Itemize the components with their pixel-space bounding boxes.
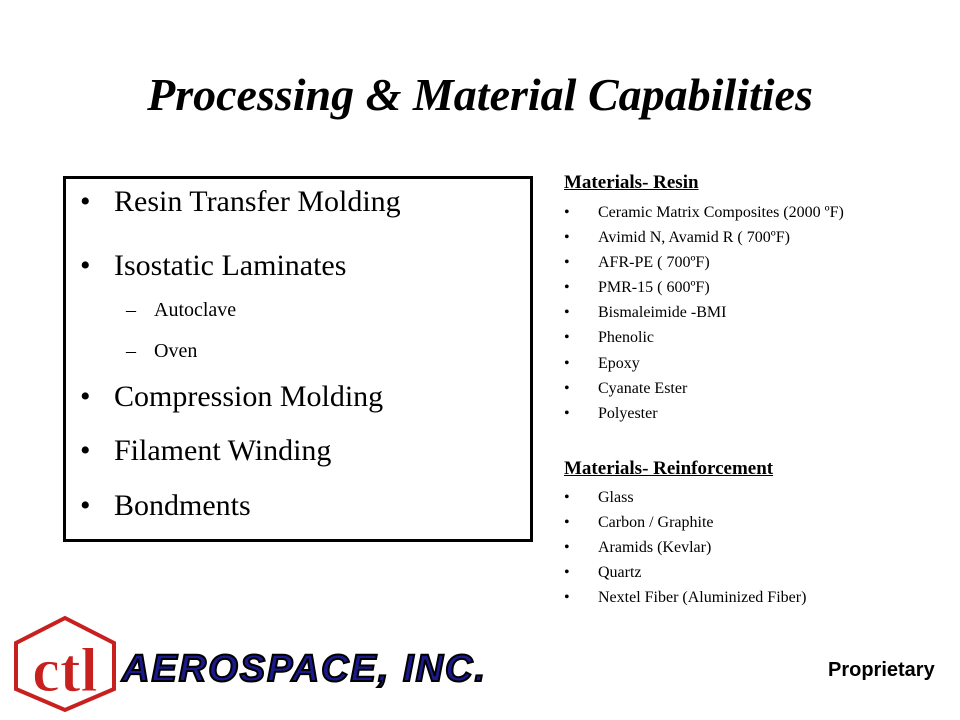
process-item-filament: • Filament Winding (80, 434, 332, 467)
bullet: • (80, 249, 91, 282)
resin-item: • Epoxy (564, 355, 640, 372)
reinforcement-item: • Nextel Fiber (Aluminized Fiber) (564, 589, 807, 606)
reinforcement-heading: Materials- Reinforcement (564, 458, 774, 479)
resin-item: • Cyanate Ester (564, 380, 688, 397)
resin-heading: Materials- Resin (564, 172, 699, 193)
bullet: • (80, 185, 91, 218)
reinforcement-item: • Quartz (564, 564, 642, 581)
process-item-rtm: • Resin Transfer Molding (80, 185, 401, 218)
reinforcement-item: • Aramids (Kevlar) (564, 539, 712, 556)
logo-mark: ctl (32, 637, 98, 705)
process-item-bondments: • Bondments (80, 489, 251, 522)
reinforcement-item: • Carbon / Graphite (564, 514, 714, 531)
resin-item: • Phenolic (564, 329, 654, 346)
resin-item: • Bismaleimide -BMI (564, 304, 727, 321)
process-subitem-oven: – Oven (126, 340, 198, 362)
resin-item: • Ceramic Matrix Composites (2000 ºF) (564, 204, 844, 221)
process-subitem-autoclave: – Autoclave (126, 299, 237, 321)
bullet: • (80, 434, 91, 467)
reinforcement-item: • Glass (564, 489, 634, 506)
sub-bullet: – (126, 340, 136, 362)
processes-box (63, 176, 533, 542)
bullet: • (80, 380, 91, 413)
ctl-logo (10, 615, 120, 713)
proprietary-label: Proprietary (828, 659, 935, 681)
sub-bullet: – (126, 299, 136, 321)
resin-item: • AFR-PE ( 700ºF) (564, 254, 710, 271)
process-item-isostatic: • Isostatic Laminates (80, 249, 347, 282)
resin-item: • Avimid N, Avamid R ( 700ºF) (564, 229, 790, 246)
page-title: Processing & Material Capabilities (147, 69, 813, 120)
resin-item: • PMR-15 ( 600ºF) (564, 279, 710, 296)
process-item-compression: • Compression Molding (80, 380, 384, 413)
company-name: AEROSPACE, INC. (122, 648, 488, 690)
bullet: • (80, 489, 91, 522)
resin-item: • Polyester (564, 405, 658, 422)
